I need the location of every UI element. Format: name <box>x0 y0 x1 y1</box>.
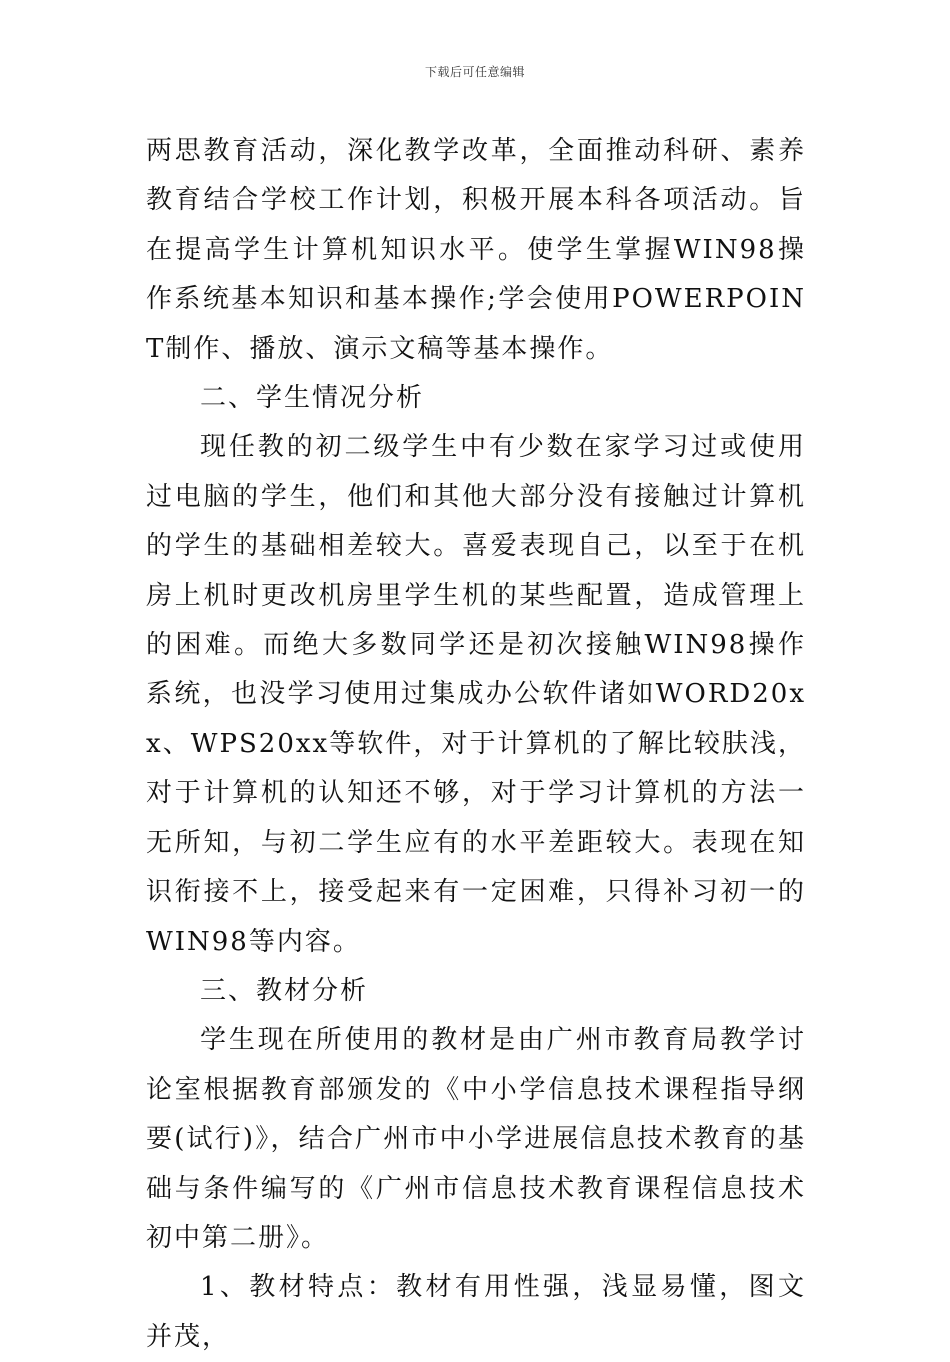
page-header: 下载后可任意编辑 <box>424 65 525 79</box>
paragraph-intro-continuation: 两思教育活动，深化教学改革，全面推动科研、素养教育结合学校工作计划，积极开展本科各项活动。旨在提高学生计算机知识水平。使学生掌握WIN98操作系统基本知识和基本操作;学会使用POWERPOINT制作、播放、演示文稿等基本操作。 <box>146 136 806 364</box>
heading-student-analysis: 二、学生情况分析 <box>200 383 425 414</box>
heading-textbook-analysis: 三、教材分析 <box>200 975 369 1006</box>
paragraph-textbook-analysis: 学生现在所使用的教材是由广州市教育局教学讨论室根据教育部颁发的《中小学信息技术课程指导纲要(试行)》，结合广州市中小学进展信息技术教育的基础与条件编写的《广州市信息技术教育课程信息技术初中第二册》。 <box>146 1025 806 1253</box>
paragraph-student-analysis: 现任教的初二级学生中有少数在家学习过或使用过电脑的学生，他们和其他大部分没有接触过计算机的学生的基础相差较大。喜爱表现自己，以至于在机房上机时更改机房里学生机的某些配置，造成管理上的困难。而绝大多数同学还是初次接触WIN98操作系统，也没学习使用过集成办公软件诸如WORD20xx、WPS20xx等软件，对于计算机的了解比较肤浅，对于计算机的认知还不够，对于学习计算机的方法一无所知，与初二学生应有的水平差距较大。表现在知识衔接不上，接受起来有一定困难，只得补习初一的WIN98等内容。 <box>146 432 806 957</box>
document-body <box>146 127 806 1362</box>
paragraph-textbook-features: 1、教材特点：教材有用性强，浅显易懂，图文并茂， <box>146 1272 806 1352</box>
